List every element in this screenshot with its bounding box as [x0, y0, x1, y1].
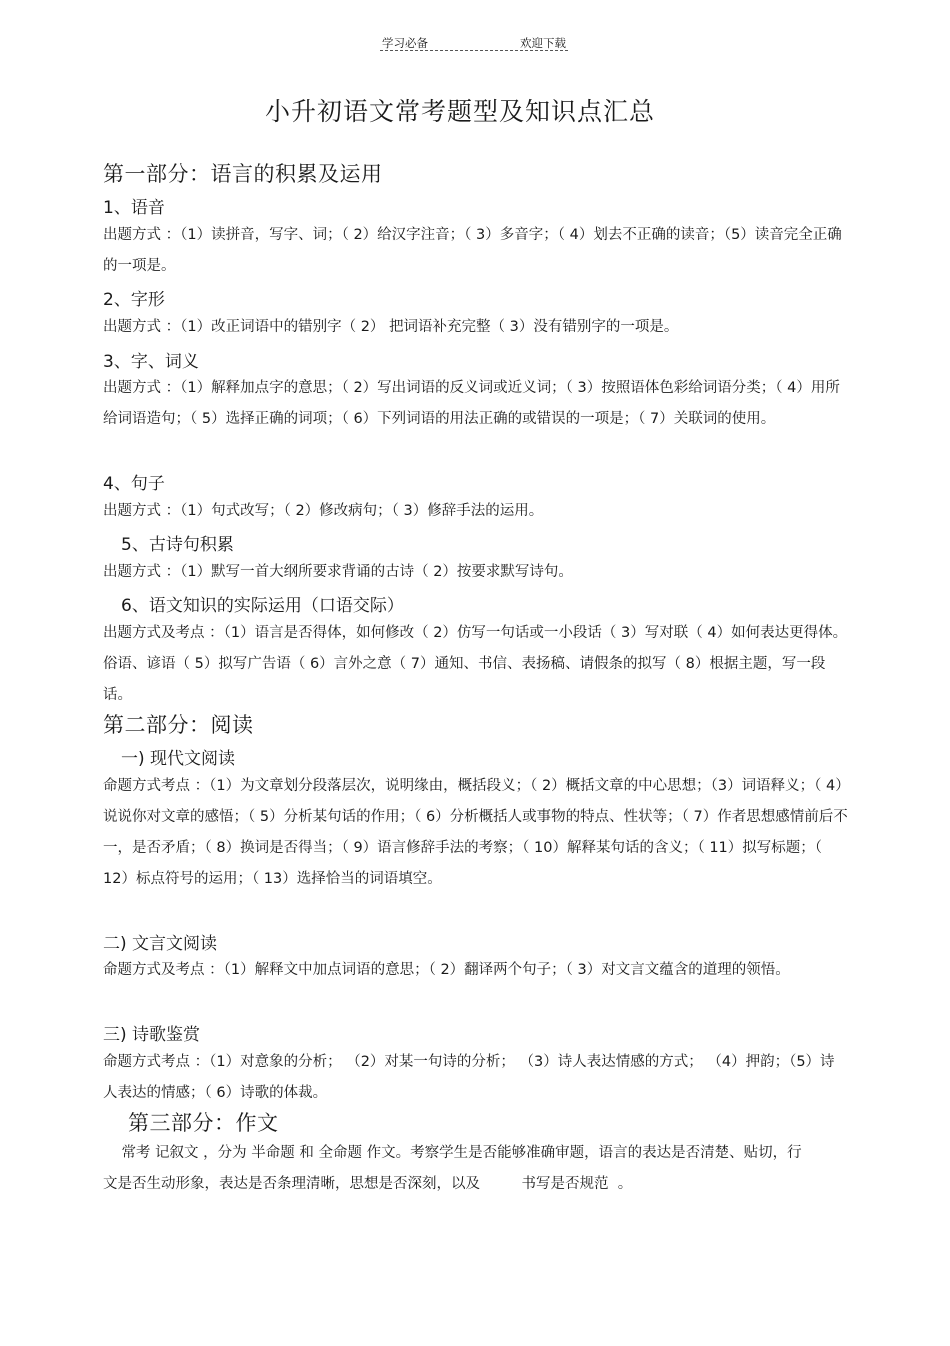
p1-section6-text: 出题方式及考点 ：（1）语言是否得体，如何修改（ 2）仿写一句话或一小段话（ 3）写对联（ 4）如何表达更得体。俗语、谚语（ 5）拟写广告语（ 6）言外之意（ 7）通知、书信、表扬稿、请假条的拟写（ 8）根据主题，写一段话。	[103, 625, 848, 703]
part2-heading: 第二部分：阅读	[103, 713, 254, 737]
header-right-text: 欢迎下载	[520, 36, 566, 50]
part1-heading: 第一部分：语言的积累及运用	[103, 162, 383, 186]
p2-section3-heading: 三) 诗歌鉴赏	[103, 1025, 201, 1045]
p2-section2-text: 命题方式及考点 ：（1）解释文中加点词语的意思；（ 2）翻译两个句子；（ 3）对文言文蕴含的道理的领悟。	[103, 962, 790, 978]
p1-section2-heading: 2、字形	[103, 290, 165, 310]
page-header	[380, 34, 568, 51]
p2-section3-text: 命题方式考点 ：（1）对意象的分析； （2）对某一句诗的分析； （3）诗人表达情感的方式； （4）押韵；（5）诗人表达的情感；（ 6）诗歌的体裁。	[103, 1054, 835, 1101]
p1-section1-heading: 1、语音	[103, 198, 165, 218]
p1-section1-text: 出题方式 ：（1）读拼音，写字、词；（ 2）给汉字注音；（ 3）多音字；（ 4）划去不正确的读音；（5）读音完全正确的一项是。	[103, 227, 842, 274]
p1-section2-text: 出题方式 ：（1）改正词语中的错别字（ 2） 把词语补充完整（ 3）没有错别字的一项是。	[103, 319, 679, 335]
p1-section4-text: 出题方式 ：（1）句式改写；（ 2）修改病句；（ 3）修辞手法的运用。	[103, 503, 544, 519]
header-left-text: 学习必备	[382, 36, 428, 50]
p1-section5-text: 出题方式 ：（1）默写一首大纲所要求背诵的古诗（ 2）按要求默写诗句。	[103, 564, 573, 580]
p2-section1-heading: 一) 现代文阅读	[121, 749, 236, 769]
p1-section6-heading: 6、语文知识的实际运用（口语交际）	[121, 596, 404, 616]
p2-section1-text: 命题方式考点 ：（1）为文章划分段落层次，说明缘由，概括段义；（ 2）概括文章的中心思想；（3）词语释义；（ 4）说说你对文章的感悟；（ 5）分析某句话的作用；（ 6）分析概括人或事物的特点、性状等；（ 7）作者思想感情前后不一，是否矛盾；（ 8）换词是否得当；（ 9）语言修辞手法的考察；（ 10）解释某句话的含义；（ 11）拟写标题；（ 12）标点符号的运用；（ 13）选择恰当的词语填空。	[103, 778, 848, 887]
part3-text: 常考 记叙文 ，分为 半命题 和 全命题 作文。考察学生是否能够准确审题，语言的表达是否清楚、贴切，行文是否生动形象，表达是否条理清晰，思想是否深刻，以及 书写是否规范 。	[103, 1145, 802, 1192]
part3-heading: 第三部分：作文	[128, 1111, 279, 1135]
p1-section4-heading: 4、句子	[103, 474, 165, 494]
p1-section3-text: 出题方式 ：（1）解释加点字的意思；（ 2）写出词语的反义词或近义词；（ 3）按照语体色彩给词语分类；（ 4）用所给词语造句；（ 5）选择正确的词项；（ 6）下列词语的用法正确的或错误的一项是；（ 7）关联词的使用。	[103, 380, 840, 427]
p1-section5-heading: 5、古诗句积累	[121, 535, 234, 555]
p2-section2-heading: 二) 文言文阅读	[103, 934, 218, 954]
document-title: 小升初语文常考题型及知识点汇总	[264, 97, 655, 126]
p1-section3-heading: 3、字、词义	[103, 352, 199, 372]
